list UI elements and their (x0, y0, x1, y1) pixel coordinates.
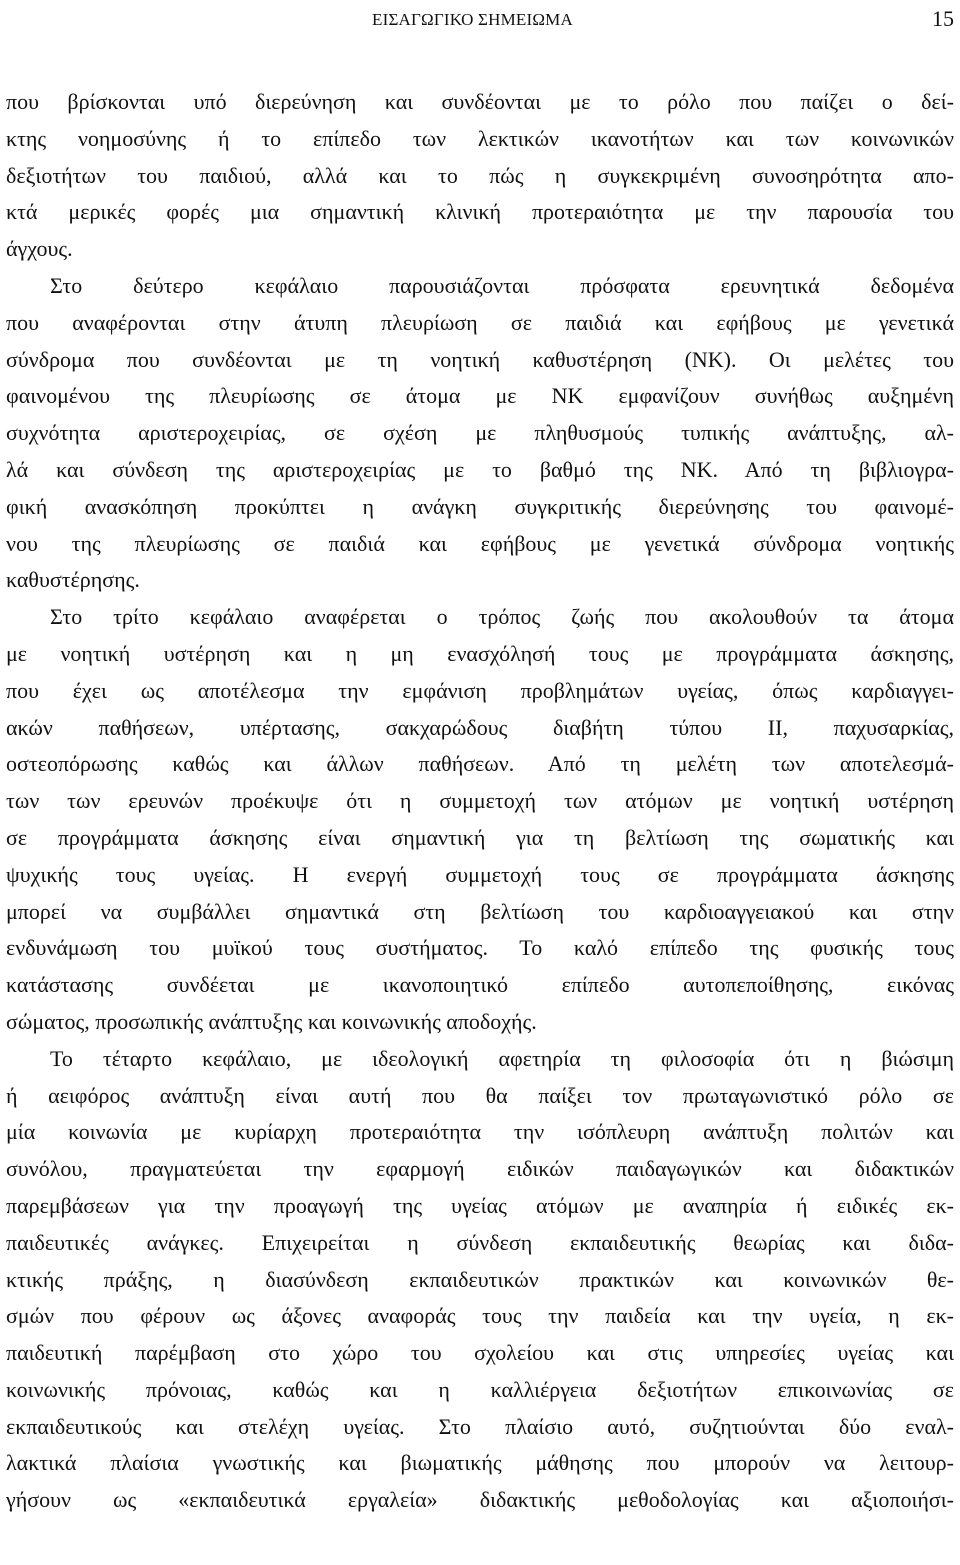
text-line: παιδευτικές ανάγκες. Επιχειρείται η σύνδεση εκπαιδευτικής θεωρίας και διδα- (6, 1229, 954, 1255)
text-line: φαινομένου της πλευρίωσης σε άτομα με ΝΚ εμφανίζουν συνήθως αυξημένη (6, 383, 954, 409)
text-line: λά και σύνδεση της αριστεροχειρίας με το βαθμό της ΝΚ. Από τη βιβλιογρα- (6, 456, 954, 482)
text-line: Το τέταρτο κεφάλαιο, με ιδεολογική αφετηρία τη φιλοσοφία ότι η βιώσιμη (50, 1045, 954, 1071)
text-line: γήσουν ως «εκπαιδευτικά εργαλεία» διδακτικής μεθοδολογίας και αξιοποιήσι- (6, 1487, 954, 1513)
text-line: που αναφέρονται στην άτυπη πλευρίωση σε παιδιά και εφήβους με γενετικά (6, 309, 954, 335)
text-line: παιδευτική παρέμβαση στο χώρο του σχολείου και στις υπηρεσίες υγείας και (6, 1340, 954, 1366)
text-line: νου της πλευρίωσης σε παιδιά και εφήβους με γενετικά σύνδρομα νοητικής (6, 530, 954, 556)
text-line: ενδυνάμωση του μυϊκού τους συστήματος. Το καλό επίπεδο της φυσικής τους (6, 935, 954, 961)
text-line: ψυχικής τους υγείας. Η ενεργή συμμετοχή τους σε προγράμματα άσκησης (6, 861, 954, 887)
text-line: ακών παθήσεων, υπέρτασης, σακχαρώδους διαβήτη τύπου ΙΙ, παχυσαρκίας, (6, 714, 954, 740)
paragraph-4 (6, 1041, 954, 1519)
paragraph-1 (6, 84, 954, 268)
text-line: ή αειφόρος ανάπτυξη είναι αυτή που θα παίξει τον πρωταγωνιστικό ρόλο σε (6, 1082, 954, 1108)
text-line: κτικής πράξης, η διασύνδεση εκπαιδευτικών πρακτικών και κοινωνικών θε- (6, 1266, 954, 1292)
text-line: με νοητική υστέρηση και η μη ενασχόλησή τους με προγράμματα άσκησης, (6, 640, 954, 666)
text-line: που βρίσκονται υπό διερεύνηση και συνδέονται με το ρόλο που παίζει ο δεί- (6, 89, 954, 114)
text-line: οστεοπόρωσης καθώς και άλλων παθήσεων. Από τη μελέτη των αποτελεσμά- (6, 751, 954, 777)
text-line: συνόλου, πραγματεύεται την εφαρμογή ειδικών παιδαγωγικών και διδακτικών (6, 1156, 954, 1182)
text-line: κτης νοημοσύνης ή το επίπεδο των λεκτικών ικανοτήτων και των κοινωνικών (6, 125, 954, 151)
text-line: εκπαιδευτικούς και στελέχη υγείας. Στο πλαίσιο αυτό, συζητιούνται δύο εναλ- (6, 1413, 954, 1439)
text-line: παρεμβάσεων για την προαγωγή της υγείας ατόμων με αναπηρία ή ειδικές εκ- (6, 1192, 954, 1218)
text-line: σμών που φέρουν ως άξονες αναφοράς τους την παιδεία και την υγεία, η εκ- (6, 1303, 954, 1329)
text-line: δεξιοτήτων του παιδιού, αλλά και το πώς η συγκεκριμένη συνοσηρότητα απο- (6, 162, 954, 188)
page-number: 15 (932, 6, 954, 31)
text-line: λακτικά πλαίσια γνωστικής και βιωματικής μάθησης που μπορούν να λειτουρ- (6, 1450, 954, 1476)
paragraph-2 (6, 268, 954, 599)
text-line: των των ερευνών προέκυψε ότι η συμμετοχή των ατόμων με νοητική υστέρηση (6, 788, 954, 814)
running-title: ΕΙΣΑΓΩΓΙΚΟ ΣΗΜΕΙΩΜΑ (372, 10, 573, 29)
text-line: Στο τρίτο κεφάλαιο αναφέρεται ο τρόπος ζωής που ακολουθούν τα άτομα (50, 604, 954, 630)
text-line: σώματος, προσωπικής ανάπτυξης και κοινωνικής αποδοχής. (6, 1008, 537, 1034)
text-line: άγχους. (6, 236, 73, 262)
text-line: κατάστασης συνδέεται με ικανοποιητικό επίπεδο αυτοπεποίθησης, εικόνας (6, 972, 954, 998)
text-line: Στο δεύτερο κεφάλαιο παρουσιάζονται πρόσφατα ερευνητικά δεδομένα (50, 272, 954, 298)
text-line: σύνδρομα που συνδέονται με τη νοητική καθυστέρηση (ΝΚ). Οι μελέτες του (6, 346, 954, 372)
text-line: κοινωνικής πρόνοιας, καθώς και η καλλιέργεια δεξιοτήτων επικοινωνίας σε (6, 1376, 954, 1402)
text-line: φική ανασκόπηση προκύπτει η ανάγκη συγκριτικής διερεύνησης του φαινομέ- (6, 493, 954, 519)
body-text (6, 84, 954, 1519)
text-line: σε προγράμματα άσκησης είναι σημαντική για τη βελτίωση της σωματικής και (6, 824, 954, 850)
text-line: συχνότητα αριστεροχειρίας, σε σχέση με πληθυσμούς τυπικής ανάπτυξης, αλ- (6, 420, 954, 446)
running-head (0, 6, 960, 30)
paragraph-3 (6, 599, 954, 1041)
text-line: μία κοινωνία με κυρίαρχη προτεραιότητα την ισόπλευρη ανάπτυξη πολιτών και (6, 1119, 954, 1145)
text-line: μπορεί να συμβάλλει σημαντικά στη βελτίωση του καρδιοαγγειακού και στην (6, 898, 954, 924)
text-line: καθυστέρησης. (6, 567, 140, 593)
text-line: που έχει ως αποτέλεσμα την εμφάνιση προβλημάτων υγείας, όπως καρδιαγγει- (6, 677, 954, 703)
text-line: κτά μερικές φορές μια σημαντική κλινική προτεραιότητα με την παρουσία του (6, 199, 954, 225)
